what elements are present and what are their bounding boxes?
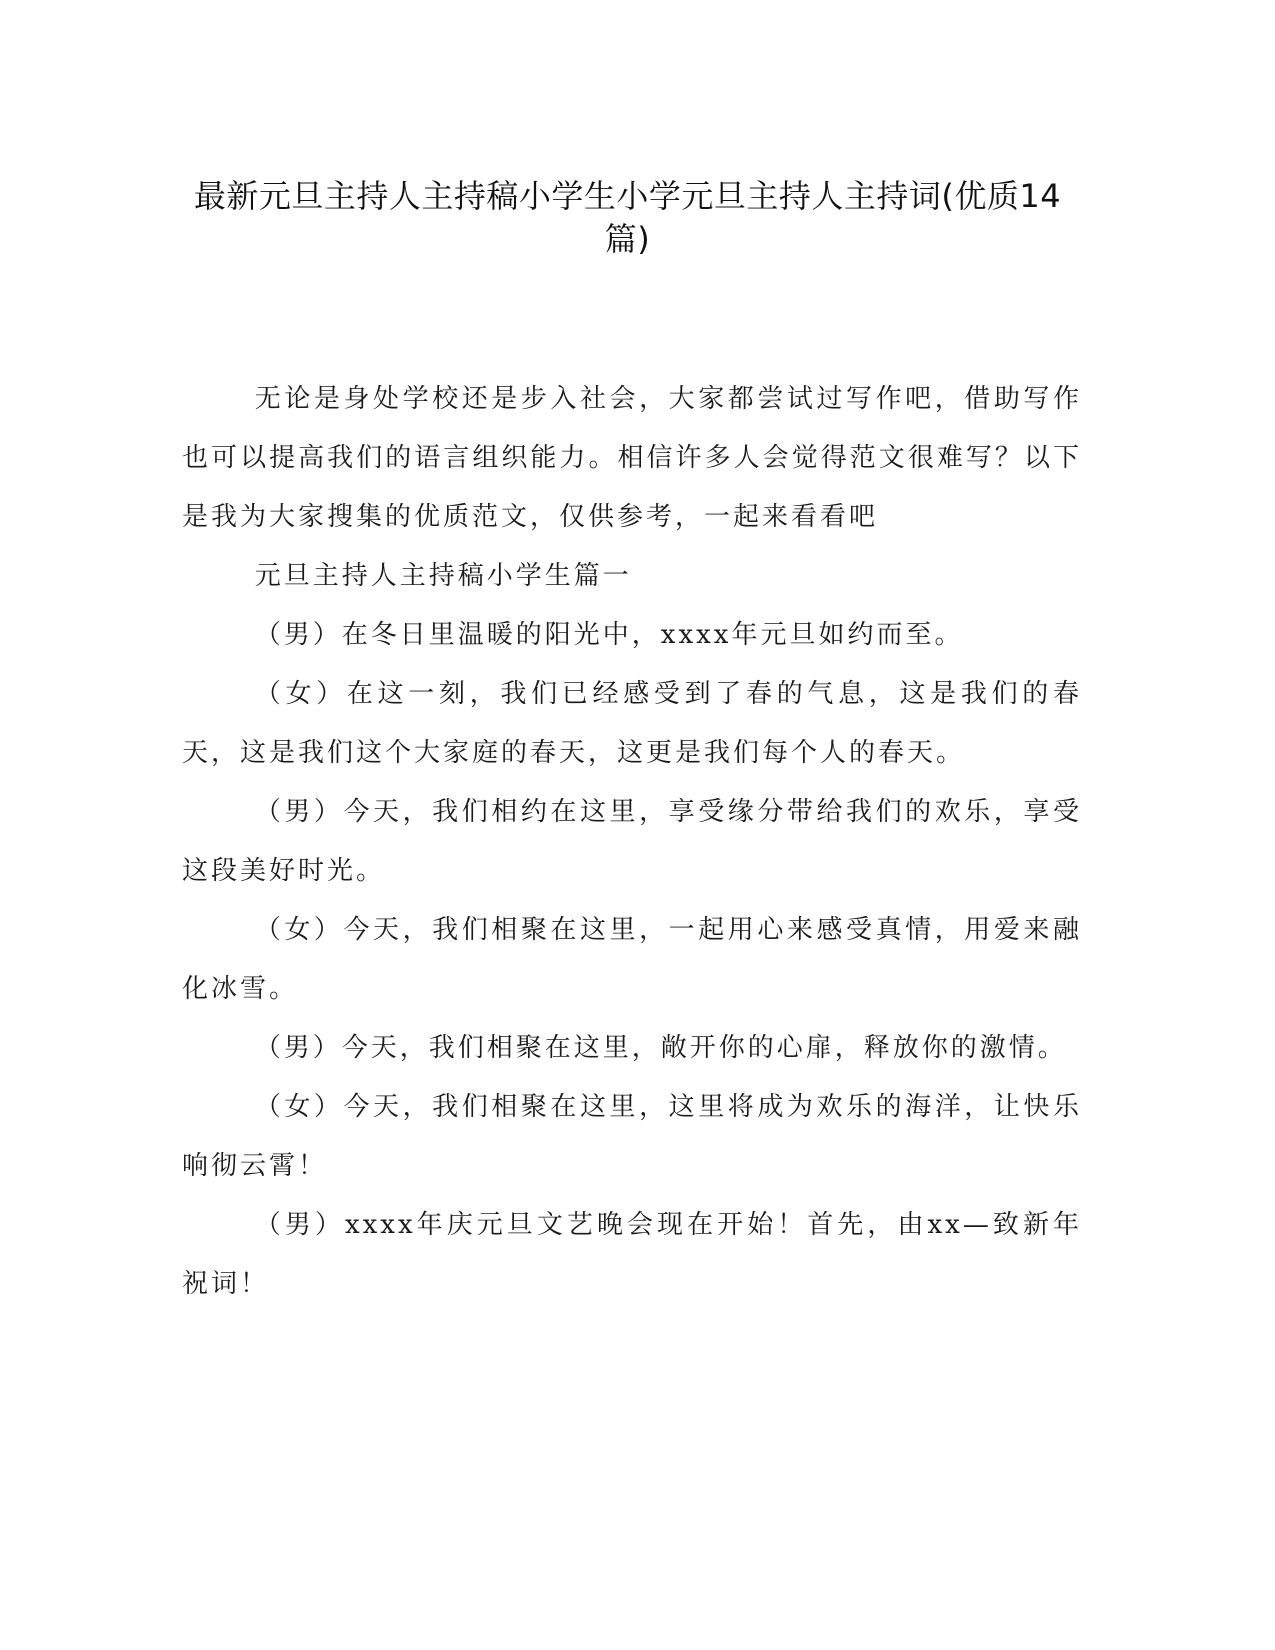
script-line: （女）今天，我们相聚在这里，这里将成为欢乐的海洋，让快乐响彻云霄！ [182,1092,1082,1181]
script-line: （女）在这一刻，我们已经感受到了春的气息，这是我们的春天，这是我们这个大家庭的春天，这更是我们每个人的春天。 [182,679,1082,768]
script-line: （男）xxxx年庆元旦文艺晚会现在开始！首先，由xx—致新年祝词！ [182,1210,1082,1299]
document-title: 最新元旦主持人主持稿小学生小学元旦主持人主持词(优质14篇) [193,177,1062,258]
script-line: （男）今天，我们相约在这里，享受缘分带给我们的欢乐，享受这段美好时光。 [182,797,1082,886]
script-line: （男）今天，我们相聚在这里，敞开你的心扉，释放你的激情。 [254,1033,1067,1063]
section-heading: 元旦主持人主持稿小学生篇一 [254,561,632,591]
script-line: （女）今天，我们相聚在这里，一起用心来感受真情，用爱来融化冰雪。 [182,915,1082,1004]
document-body [182,370,1082,1314]
script-line: （男）在冬日里温暖的阳光中，xxxx年元旦如约而至。 [254,620,964,650]
intro-paragraph: 无论是身处学校还是步入社会，大家都尝试过写作吧，借助写作也可以提高我们的语言组织能力。相信许多人会觉得范文很难写？以下是我为大家搜集的优质范文，仅供参考，一起来看看吧 [182,384,1082,532]
